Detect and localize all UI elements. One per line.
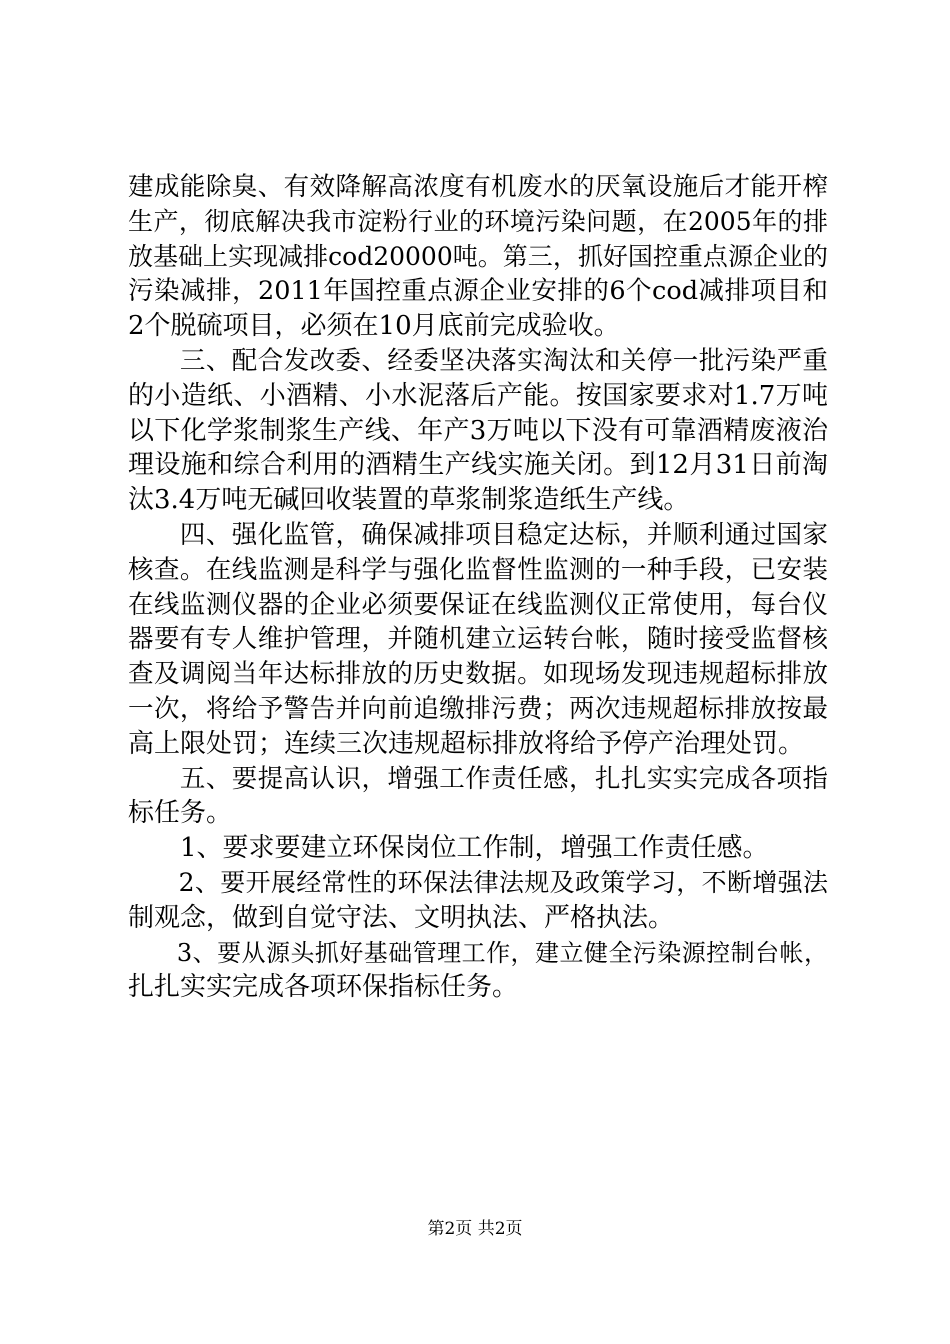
body-text [128, 170, 828, 1005]
text-line: 制观念，做到自觉守法、文明执法、严格执法。 [128, 902, 675, 933]
text-line: 1、要求要建立环保岗位工作制，增强工作责任感。 [128, 833, 769, 864]
text-line: 汰3.4万吨无碱回收装置的草浆制浆造纸生产线。 [128, 485, 690, 516]
text-line: 四、强化监管，确保减排项目稳定达标，并顺利通过国家 [128, 519, 828, 550]
text-line: 三、配合发改委、经委坚决落实淘汰和关停一批污染严重 [128, 345, 828, 376]
text-line: 扎扎实实完成各项环保指标任务。 [128, 972, 519, 1003]
text-line: 查及调阅当年达标排放的历史数据。如现场发现违规超标排放 [128, 659, 828, 690]
text-line: 的小造纸、小酒精、小水泥落后产能。按国家要求对1.7万吨 [128, 380, 828, 411]
text-line: 标任务。 [128, 798, 233, 829]
text-line: 理设施和综合利用的酒精生产线实施关闭。到12月31日前淘 [128, 450, 828, 481]
text-line: 五、要提高认识，增强工作责任感，扎扎实实完成各项指 [128, 763, 828, 794]
text-line: 生产，彻底解决我市淀粉行业的环境污染问题，在2005年的排 [128, 206, 828, 236]
text-line: 在线监测仪器的企业必须要保证在线监测仪正常使用，每台仪 [128, 589, 828, 620]
text-line: 一次，将给予警告并向前追缴排污费；两次违规超标排放按最 [128, 693, 828, 724]
text-line: 污染减排，2011年国控重点源企业安排的6个cod减排项目和 [128, 276, 828, 307]
page-footer: 第2页 共2页 [427, 1219, 523, 1239]
text-line: 2个脱硫项目，必须在10月底前完成验收。 [128, 311, 620, 342]
text-line: 2、要开展经常性的环保法律法规及政策学习，不断增强法 [128, 867, 828, 897]
text-line: 核查。在线监测是科学与强化监督性监测的一种手段，已安装 [128, 554, 828, 585]
text-line: 建成能除臭、有效降解高浓度有机废水的厌氧设施后才能开榨 [128, 172, 828, 202]
text-line: 以下化学浆制浆生产线、年产3万吨以下没有可靠酒精废液治 [128, 415, 828, 446]
text-line: 高上限处罚；连续三次违规超标排放将给予停产治理处罚。 [128, 728, 805, 759]
text-line: 3、要从源头抓好基础管理工作，建立健全污染源控制台帐， [128, 938, 828, 967]
text-line: 器要有专人维护管理，并随机建立运转台帐，随时接受监督核 [128, 624, 828, 655]
text-line: 放基础上实现减排cod20000吨。第三，抓好国控重点源企业的 [128, 241, 828, 271]
